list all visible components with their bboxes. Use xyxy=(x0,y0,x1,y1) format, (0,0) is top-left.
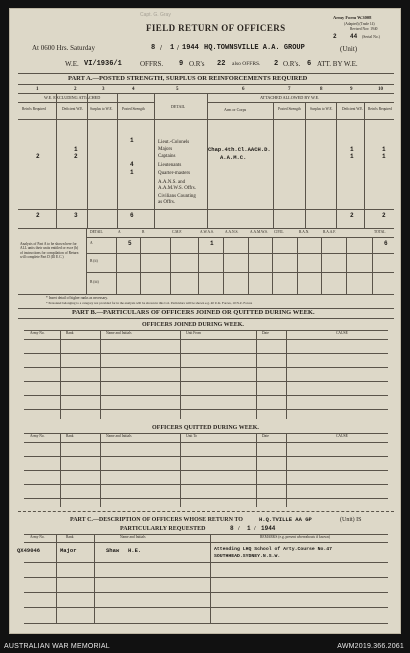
detail-civ2: as Offrs. xyxy=(158,200,176,205)
req-day: 8 xyxy=(230,525,234,532)
table-header: Army No. xyxy=(30,331,45,335)
part-c-unit: H.Q.TVILLE AA GP xyxy=(259,516,312,523)
analysis-header: A.A.M.W.S. xyxy=(250,230,268,234)
serial-value-b: 44 xyxy=(350,33,358,40)
pencil-note: Capt. G. Gray xyxy=(140,12,171,18)
analysis-header: CIVIL xyxy=(274,230,284,234)
c-row-armyno: QX49046 xyxy=(17,547,41,554)
col-num-6: 6 xyxy=(242,87,245,92)
att-label: ATT. BY W.E. xyxy=(317,60,358,68)
c-row-initials: H.E. xyxy=(128,547,142,554)
req-year: 1944 xyxy=(261,525,276,532)
archive-name: AUSTRALIAN WAR MEMORIAL xyxy=(4,643,110,650)
ors-label: O.R's xyxy=(189,60,205,68)
part-a-title: PART A.—POSTED STRENGTH, SURPLUS OR REINFORCEMENTS REQUIRED xyxy=(68,75,308,82)
col-num-3: 3 xyxy=(102,87,105,92)
we-value: VI/1936/1 xyxy=(84,60,122,68)
serial-label: (Serial No.) xyxy=(362,35,380,39)
unit-name: HQ.TOWNSVILLE A.A. GROUP xyxy=(204,44,305,52)
ors2-label: O.R's. xyxy=(283,60,301,68)
analysis-header: C.M.F. xyxy=(172,230,182,234)
offrs-value: 9 xyxy=(179,60,184,68)
part-c-title-2: PARTICULARLY REQUESTED xyxy=(120,526,206,532)
analysis-row-label: B (ii) xyxy=(90,259,98,263)
c-row-remarks-2: SOUTHHEAD.SYDNEY.N.S.W. xyxy=(214,554,281,559)
hdr-c8: Surplus to W.E. xyxy=(310,107,333,111)
unit-label: (Unit) xyxy=(340,45,358,53)
hdr-c6: Arm or Corps xyxy=(224,107,247,112)
detail-ltcol: Lieut.-Colonels xyxy=(158,140,190,145)
table-header: Name and Initials xyxy=(106,434,132,438)
hdr-c4: Posted Strength xyxy=(122,107,145,111)
table-header: Name and Initials xyxy=(106,331,132,335)
c4-qm: 1 xyxy=(130,169,134,176)
adapted-label: (Adapted) (Trade 14) xyxy=(344,22,375,26)
footnote-1: * Insert detail of higher ranks as necessary. xyxy=(46,296,108,300)
archive-id: AWM2019.366.2061 xyxy=(337,643,404,650)
table-header: Army No. xyxy=(30,434,45,438)
hdr-c2: Deficient W.E. xyxy=(62,107,84,111)
analysis-note: Analysis of Part A to be shown here for ALL units their units entitled or exce (b) of instructions for compilation of Return will complete Part D (Ill E.C.) xyxy=(20,242,79,259)
part-b-title: PART B.—PARTICULARS OF OFFICERS JOINED OR QUITTED DURING WEEK. xyxy=(72,309,315,316)
c-hdr-remarks: REMARKS (e.g. present whereabouts if known) xyxy=(260,535,330,539)
hdr-c9: Deficient W.E. xyxy=(342,107,364,111)
also-value: 2 xyxy=(274,60,279,68)
col-num-5: 5 xyxy=(176,87,179,92)
ors2-value: 6 xyxy=(307,60,312,68)
hdr-c7: Posted Strength xyxy=(278,107,301,111)
we-excluding-label: W.E. EXCLUDING ATTACHED xyxy=(44,95,101,100)
c9-major: 1 xyxy=(350,146,354,153)
hdr-c10: Rein'ts Required xyxy=(368,107,392,111)
col-num-7: 7 xyxy=(288,87,291,92)
analysis-cell: 6 xyxy=(384,240,388,247)
analysis-row-label: A xyxy=(90,241,93,245)
army-form-label: Army Form W.3008 xyxy=(333,15,372,20)
ors-value: 22 xyxy=(217,60,226,68)
c-hdr-armyno: Army No. xyxy=(30,535,45,539)
form-title: FIELD RETURN OF OFFICERS xyxy=(146,23,286,33)
req-month: 1 xyxy=(247,525,251,532)
c-hdr-rank: Rank xyxy=(66,535,74,539)
part-c-title-1: PART C.—DESCRIPTION OF OFFICERS WHOSE RETURN TO xyxy=(70,517,243,523)
attached-allowed-label: ATTACHED ALLOWED BY W.E. xyxy=(260,95,320,100)
table-header: CAUSE xyxy=(336,331,348,335)
total-c4: 6 xyxy=(130,212,134,219)
analysis-header: DETAIL xyxy=(90,230,103,234)
c1-major: 2 xyxy=(36,153,40,160)
analysis-header: B xyxy=(142,230,145,234)
analysis-header: TOTAL xyxy=(374,230,386,234)
serial-value-a: 2 xyxy=(333,33,337,40)
detail-major: Majors xyxy=(158,147,173,152)
detail-civ1: Civilians Counting xyxy=(158,194,196,199)
table-header: Rank xyxy=(66,331,74,335)
hdr-c1: Rein'ts Required xyxy=(22,107,46,111)
total-c10: 2 xyxy=(382,212,386,219)
c2-major: 1 xyxy=(74,146,78,153)
total-c9: 2 xyxy=(350,212,354,219)
analysis-cell: 5 xyxy=(128,240,132,247)
c4-ltcol: 1 xyxy=(130,137,134,144)
table-header: Unit To xyxy=(186,434,197,438)
analysis-header: R.A.A.F. xyxy=(323,230,336,234)
hdr-c3: Surplus to W.E. xyxy=(90,107,113,111)
col-num-9: 9 xyxy=(350,87,353,92)
quitted-title: OFFICERS QUITTED DURING WEEK. xyxy=(152,425,259,431)
table-header: Date xyxy=(262,331,269,335)
also-label: also OFFRS. xyxy=(232,61,261,67)
total-c2: 3 xyxy=(74,212,78,219)
c10-major: 1 xyxy=(382,146,386,153)
detail-aans: A.A.N.S. and xyxy=(158,180,186,185)
c-hdr-name: Name and Initials xyxy=(120,535,146,539)
part-c-unit-label: (Unit) IS xyxy=(340,517,362,523)
offrs-label: OFFRS. xyxy=(140,60,164,68)
table-header: Date xyxy=(262,434,269,438)
c4-lieut: 4 xyxy=(130,161,134,168)
archive-caption-bar xyxy=(0,640,410,653)
date-year: 1944 xyxy=(182,44,199,52)
hdr-c5: DETAIL xyxy=(171,104,186,109)
date-month: 1 xyxy=(170,44,175,52)
detail-aamws: A.A.M.W.S. Offrs. xyxy=(158,186,196,191)
c-row-remarks-1: Attending LHQ School of Arty.Course No.47 xyxy=(214,547,333,552)
revised-label: Revised Nov. 1940 xyxy=(350,27,378,31)
col-num-8: 8 xyxy=(320,87,323,92)
at-label: At 0600 Hrs. Saturday xyxy=(32,44,95,52)
table-header: Unit From xyxy=(186,331,202,335)
c2-captain: 2 xyxy=(74,153,78,160)
table-header: Rank xyxy=(66,434,74,438)
detail-captain: Captains xyxy=(158,154,176,159)
joined-title: OFFICERS JOINED DURING WEEK. xyxy=(142,322,244,328)
date-day: 8 xyxy=(151,44,156,52)
col-num-2: 2 xyxy=(74,87,77,92)
c6-line1: Chap.4th.Cl.AACH.D. xyxy=(208,146,271,153)
col-num-4: 4 xyxy=(132,87,135,92)
analysis-header: A.A.N.S. xyxy=(225,230,239,234)
c9-captain: 1 xyxy=(350,153,354,160)
field-return-document: Capt. G. Gray Army Form W.3008 (Adapted) (Trade 14) Revised Nov. 1940 2 44 (Serial No.) FIELD RETURN OF OFFICERS At 0600 Hrs. Saturday 8 / 1 / 1944 HQ.TOWNSVILLE A.A. GROUP (Unit) W.E. VI/1936/1 OFFRS. 9 O.R's 22 also OFFRS. 2 O.R's. 6 ATT. BY W.E. PART A.—POSTED STRENGTH, SURPLUS OR REINFORCEMENTS REQUIRED 1 2 3 4 5 6 7 8 9 10 W.E. EXCLUDING ATTACHED ATTACHED ALLOWED BY W.E. Rein'ts Required Deficient W.E. Surplus to W.E. Posted Strength DETAIL Arm or Corps Posted Strength Surplus to W.E. Deficient W.E. Rein'ts Required Lieut.-Colonels Majors Captains Lieutenants Quarter-masters A.A.N.S. and A.A.M.W.S. Offrs. Civilians Counting as Offrs. 2 1 2 1 4 1 Chap.4th.Cl.AACH.D. A.A.M.C. 1 1 1 1 2 3 6 2 2 Analysis of Part A to be shown here for ALL units their units entitled or exce (b) of instructions for compilation of Return will complete Part D (Ill E.C.) DETAIL A B C.M.F. A.W.A.S. A.A.N.S. A.A.M.W.S. CIVIL R.A.N. R.A.A.F. TOTAL A 5 1 6 B (ii) B (iii) * Insert detail of higher ranks as necessary. * Personnel belonging to a category not provided for in the analysis will be shown in this Col. Particulars will be shown e.g. 40 U.K. Forces, 10 N.Z. Forces PART B.—PARTICULARS OF OFFICERS JOINED OR QUITTED DURING WEEK. OFFICERS JOINED DURING WEEK. Army No. Rank Name and Initials Unit From Date CAUSE OFFICERS QUITTED DURING WEEK. Army No. Rank Name and Initials Unit To Date CAUSE PART C.—DESCRIPTION OF OFFICERS WHOSE RETURN TO H.Q.TVILLE AA GP (Unit) IS PARTICULARLY REQUESTED 8 / 1 / 1944 Army No. Rank Name and Initials REMARKS (e.g. present whereabouts if known) QX49046 Major Shaw H.E. Attending LHQ School of Arty.Course No.47 SOUTHHEAD.SYDNEY.N.S.W. xyxy=(9,8,401,634)
detail-lieut: Lieutenants xyxy=(158,163,182,168)
we-label: W.E. xyxy=(65,60,79,68)
analysis-header: A xyxy=(118,230,121,234)
detail-qm: Quarter-masters xyxy=(158,171,191,176)
col-num-1: 1 xyxy=(36,87,39,92)
c-row-rank: Major xyxy=(60,547,77,554)
c-row-name: Shaw xyxy=(106,547,120,554)
c6-line2: A.A.M.C. xyxy=(220,154,247,161)
table-header: CAUSE xyxy=(336,434,348,438)
analysis-cell: 1 xyxy=(210,240,214,247)
footnote-2: * Personnel belonging to a category not provided for in the analysis will be shown in this Col. Particulars will be shown e.g. 40 U.K. Forces, 10 N.Z. Forces xyxy=(46,301,253,305)
col-num-10: 10 xyxy=(378,87,383,92)
total-c1: 2 xyxy=(36,212,40,219)
analysis-header: R.A.N. xyxy=(299,230,310,234)
analysis-header: A.W.A.S. xyxy=(200,230,214,234)
c10-captain: 1 xyxy=(382,153,386,160)
analysis-row-label: B (iii) xyxy=(90,280,99,284)
